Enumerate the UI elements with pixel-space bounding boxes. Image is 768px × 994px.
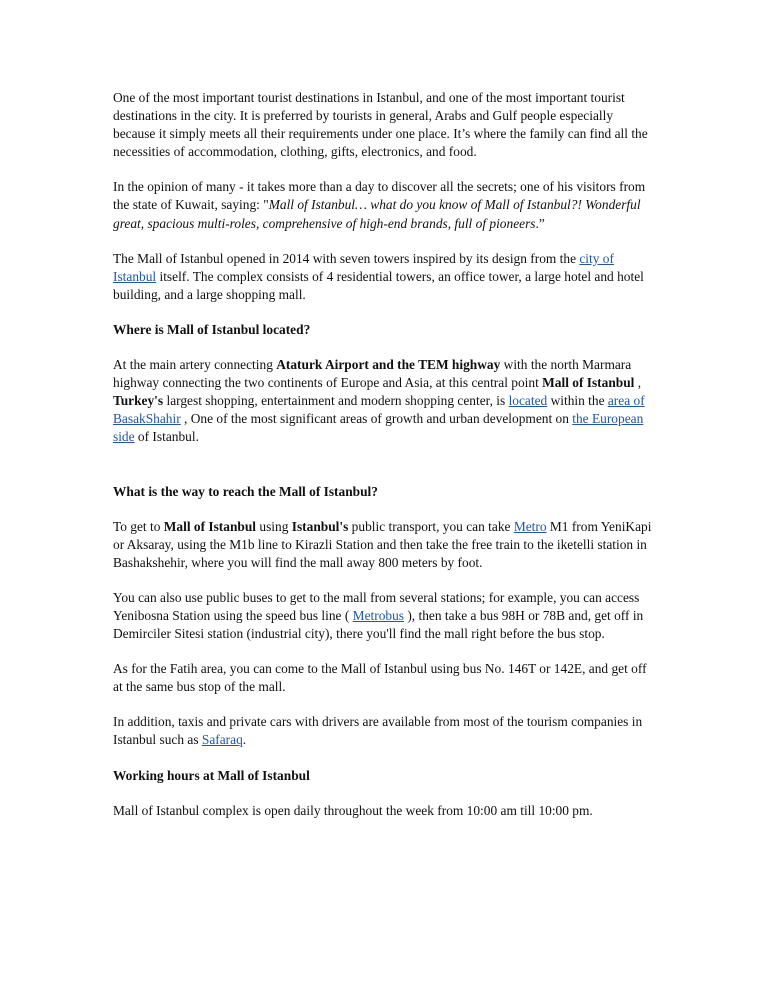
text: within the [547,393,608,409]
text: largest shopping, entertainment and modern shopping center, is [163,393,509,409]
document-page [113,89,658,837]
text: , One of the most significant areas of growth and urban development on [180,411,573,427]
european-side-link[interactable]: the European side [113,411,644,445]
paragraph-metro [113,518,658,572]
safaraq-link[interactable]: Safaraq [201,732,243,748]
text: .” [535,215,545,231]
paragraph-buses [113,589,658,643]
metrobus-link[interactable]: Metrobus [352,607,404,623]
basakshahir-link[interactable]: area of BasakShahir [113,393,645,427]
paragraph-taxis [113,713,658,749]
metro-link[interactable]: Metro [513,518,547,534]
bold-text: Mall of Istanbul [542,375,635,391]
text: public transport, you can take [348,518,514,534]
text: , [634,375,642,391]
heading-working-hours: Working hours at Mall of Istanbul [113,767,310,783]
text: of Istanbul. [134,429,199,445]
text: ), then take a bus 98H or 78B and, get off in Demirciler Sitesi station (industrial city), there you'll find the mall right before the bus stop. [113,607,644,642]
text: itself. The complex consists of 4 residential towers, an office tower, a large hotel and hotel building, and a large shopping mall. [113,268,644,302]
visitor-quote: Mall of Istanbul… what do you know of Mall of Istanbul?! Wonderful great, spacious multi-roles, comprehensive of high-end brands, full of pioneers [113,197,641,231]
bold-text: Ataturk Airport and the TEM highway [276,357,501,373]
text: You can also use public buses to get to the mall from several stations; for example, you can access Yenibosna Station using the speed bus line ( [113,589,640,623]
text: with the north Marmara highway connecting the two continents of Europe and Asia, at this central point [113,357,632,391]
text: . [242,732,247,748]
heading-location: Where is Mall of Istanbul located? [113,321,311,337]
paragraph-opening [113,250,658,304]
paragraph-intro: One of the most important tourist destinations in Istanbul, and one of the most important tourist destinations in the city. It is preferred by tourists in general, Arabs and Gulf people especially because it simply meets all their requirements under one place. It’s where the family can find all the necessities of accommodation, clothing, gifts, electronics, and food. [113,90,648,160]
text: To get to [113,518,164,534]
text: using [256,518,292,534]
paragraph-opinion [113,178,658,232]
text: The Mall of Istanbul opened in 2014 with seven towers inspired by its design from the [113,250,580,266]
heading-way-to-reach: What is the way to reach the Mall of Istanbul? [113,483,378,499]
bold-text: Istanbul's [291,518,349,534]
text: At the main artery connecting [113,357,277,373]
located-link[interactable]: located [508,393,548,409]
text: In addition, taxis and private cars with drivers are available from most of the tourism companies in Istanbul such as [113,714,643,748]
paragraph-hours: Mall of Istanbul complex is open daily throughout the week from 10:00 am till 10:00 pm. [113,802,593,818]
city-of-istanbul-link[interactable]: city of Istanbul [113,250,614,284]
text: M1 from YeniKapi or Aksaray, using the M1b line to Kirazli Station and then take the free train to the iketelli station in Bashakshehir, where you will find the mall away 800 meters by foot. [113,518,652,570]
paragraph-location [113,356,658,446]
paragraph-fatih: As for the Fatih area, you can come to the Mall of Istanbul using bus No. 146T or 142E, and get off at the same bus stop of the mall. [113,661,647,695]
bold-text: Mall of Istanbul [163,518,257,534]
text: In the opinion of many - it takes more than a day to discover all the secrets; one of his visitors from the state of Kuwait, saying: " [113,179,646,213]
bold-text: Turkey's [113,393,164,409]
